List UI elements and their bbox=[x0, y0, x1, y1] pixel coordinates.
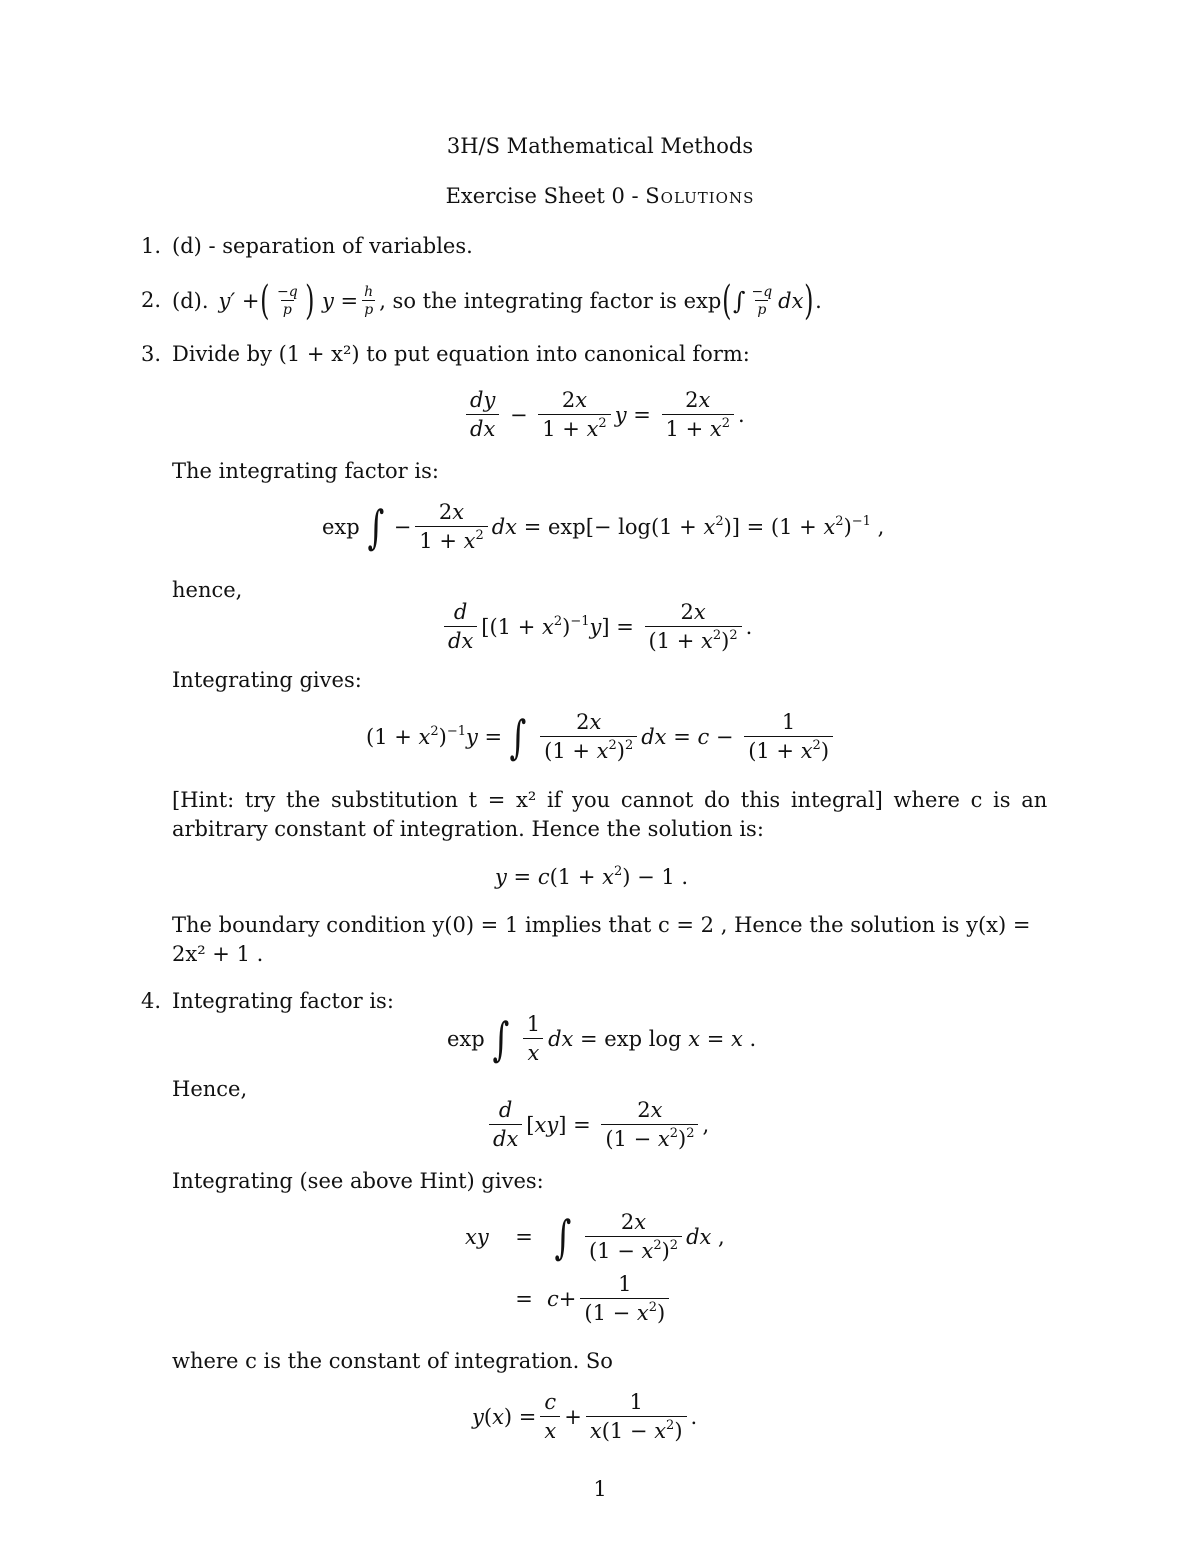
equation-q4-final-solution: y(x) = $\frac{c}{x}$ + $\frac{1}{x(1 - x^2)}$ . bbox=[472, 1390, 698, 1443]
item-4-intro: Integrating factor is: bbox=[172, 989, 394, 1013]
item-2-yprime: y′ + bbox=[218, 288, 260, 313]
item-2-frac-h-p: $\frac{h}{p}$ bbox=[364, 284, 374, 318]
equation-q4-derivative: $\frac{d}{dx}$ [xy] = $\frac{2x}{(1 - x^2)^2}$ , bbox=[485, 1100, 709, 1150]
item-4-where: where c is the constant of integration. So bbox=[172, 1349, 613, 1373]
equation-integrating-factor: exp ∫ − $\frac{2x}{1 + x^2}$ dx = $\exp[- \log(1 + x^2)] = (1 + x^2)^{-1}$ , bbox=[322, 500, 885, 554]
equation-integration: $(1 + x^2)^{-1}y$ = ∫ $\frac{2x}{(1 + x^2)^2}$ dx = c − $\frac{1}{(1 + x^2)}$ bbox=[366, 712, 837, 762]
item-3-bc-line-2: 2x² + 1 . bbox=[172, 942, 264, 966]
item-3-hence: hence, bbox=[172, 578, 243, 602]
item-1-text: (d) - separation of variables. bbox=[172, 234, 473, 258]
item-3-if-label: The integrating factor is: bbox=[172, 459, 439, 483]
item-3-integrating: Integrating gives: bbox=[172, 668, 362, 692]
item-2-line: (d). y′ + ( $\frac{-q}{p}$ ) y = $\frac{h}{p}$ , so the integrating factor is exp ( ∫ $\frac{-q}{p}$ dx ) . bbox=[172, 278, 822, 324]
item-number-1: 1. bbox=[141, 234, 162, 258]
item-2-frac-q-p: $\frac{-q}{p}$ bbox=[277, 284, 298, 318]
item-3-intro: Divide by (1 + x²) to put equation into canonical form: bbox=[172, 342, 750, 366]
item-2-mid: , so the integrating factor is exp bbox=[379, 288, 722, 313]
item-3-bc-line-1: The boundary condition y(0) = 1 implies that c = 2 , Hence the solution is y(x) = bbox=[172, 913, 1031, 937]
equation-derivative: $\frac{d}{dx}$ $[(1 + x^2)^{-1}y]$ = $\frac{2x}{(1 + x^2)^2}$ . bbox=[440, 602, 752, 652]
item-number-4: 4. bbox=[141, 989, 162, 1013]
item-2-prefix: (d). bbox=[172, 288, 209, 313]
equation-canonical-form: $\frac{dy}{dx}$ − $\frac{2x}{1 + x^2}$ y = $\frac{2x}{1 + x^2}$ . bbox=[462, 390, 745, 440]
subtitle-prefix: Exercise Sheet 0 - bbox=[445, 184, 646, 208]
item-3-hint-line-2: arbitrary constant of integration. Hence the solution is: bbox=[172, 817, 764, 841]
equation-q4-integration-line-2: = c + $\frac{1}{(1 - x^2)}$ bbox=[501, 1274, 673, 1324]
item-4-integrating: Integrating (see above Hint) gives: bbox=[172, 1169, 544, 1193]
item-4-hence: Hence, bbox=[172, 1077, 248, 1101]
equation-q4-integration-line-1: xy = ∫ $\frac{2x}{(1 - x^2)^2}$ dx , bbox=[465, 1210, 725, 1264]
item-3-hint-line-1: [Hint: try the substitution t = x² if you cannot do this integral] where c is an bbox=[172, 788, 1048, 812]
page-number: 1 bbox=[593, 1477, 607, 1501]
subtitle-solutions: Solutions bbox=[645, 184, 755, 208]
item-number-2: 2. bbox=[141, 288, 162, 312]
document-title: 3H/S Mathematical Methods bbox=[446, 134, 754, 158]
equation-q4-integrating-factor: exp ∫ $\frac{1}{x}$ dx = exp log x = x . bbox=[447, 1012, 757, 1066]
document-subtitle bbox=[0, 186, 1200, 207]
item-number-3: 3. bbox=[141, 342, 162, 366]
equation-general-solution: $y = c(1 + x^2) - 1$ . bbox=[495, 864, 689, 889]
